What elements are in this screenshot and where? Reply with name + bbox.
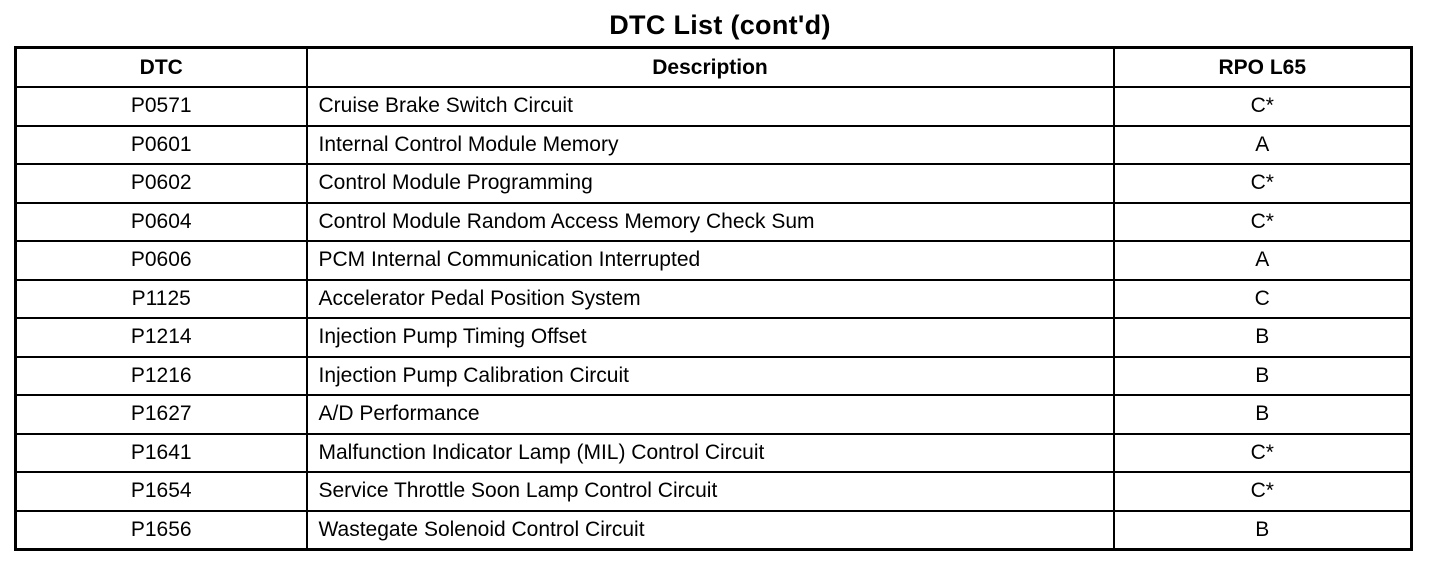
table-row [16, 87, 1412, 126]
rpo-value: C [1114, 280, 1412, 319]
rpo-value: B [1114, 318, 1412, 357]
table-row [16, 318, 1412, 357]
dtc-description: Service Throttle Soon Lamp Control Circuit [307, 472, 1114, 511]
rpo-value: A [1114, 126, 1412, 165]
dtc-code: P1654 [16, 472, 307, 511]
table-row [16, 511, 1412, 550]
rpo-value: C* [1114, 164, 1412, 203]
dtc-description: Wastegate Solenoid Control Circuit [307, 511, 1114, 550]
dtc-table [14, 46, 1413, 551]
column-header-description: Description [307, 48, 1114, 88]
rpo-value: C* [1114, 472, 1412, 511]
rpo-value: C* [1114, 203, 1412, 242]
table-row [16, 126, 1412, 165]
column-header-rpo: RPO L65 [1114, 48, 1412, 88]
dtc-description: Accelerator Pedal Position System [307, 280, 1114, 319]
dtc-code: P1627 [16, 395, 307, 434]
dtc-code: P0601 [16, 126, 307, 165]
dtc-code: P1125 [16, 280, 307, 319]
dtc-code: P1216 [16, 357, 307, 396]
table-row [16, 395, 1412, 434]
table-row [16, 434, 1412, 473]
table-row [16, 164, 1412, 203]
dtc-code: P1641 [16, 434, 307, 473]
rpo-value: B [1114, 357, 1412, 396]
dtc-description: Control Module Programming [307, 164, 1114, 203]
dtc-description: PCM Internal Communication Interrupted [307, 241, 1114, 280]
dtc-code: P0602 [16, 164, 307, 203]
dtc-description: Injection Pump Calibration Circuit [307, 357, 1114, 396]
page-title: DTC List (cont'd) [609, 10, 831, 40]
dtc-description: A/D Performance [307, 395, 1114, 434]
dtc-description: Cruise Brake Switch Circuit [307, 87, 1114, 126]
dtc-description: Internal Control Module Memory [307, 126, 1114, 165]
dtc-code: P1656 [16, 511, 307, 550]
table-row [16, 472, 1412, 511]
dtc-code: P0604 [16, 203, 307, 242]
dtc-code: P1214 [16, 318, 307, 357]
table-row [16, 241, 1412, 280]
table-header-row [16, 48, 1412, 88]
table-row [16, 357, 1412, 396]
dtc-code: P0571 [16, 87, 307, 126]
table-row [16, 280, 1412, 319]
dtc-code: P0606 [16, 241, 307, 280]
rpo-value: B [1114, 511, 1412, 550]
rpo-value: A [1114, 241, 1412, 280]
dtc-description: Injection Pump Timing Offset [307, 318, 1114, 357]
rpo-value: C* [1114, 87, 1412, 126]
column-header-dtc: DTC [16, 48, 307, 88]
dtc-description: Malfunction Indicator Lamp (MIL) Control Circuit [307, 434, 1114, 473]
rpo-value: B [1114, 395, 1412, 434]
table-row [16, 203, 1412, 242]
dtc-description: Control Module Random Access Memory Check Sum [307, 203, 1114, 242]
rpo-value: C* [1114, 434, 1412, 473]
